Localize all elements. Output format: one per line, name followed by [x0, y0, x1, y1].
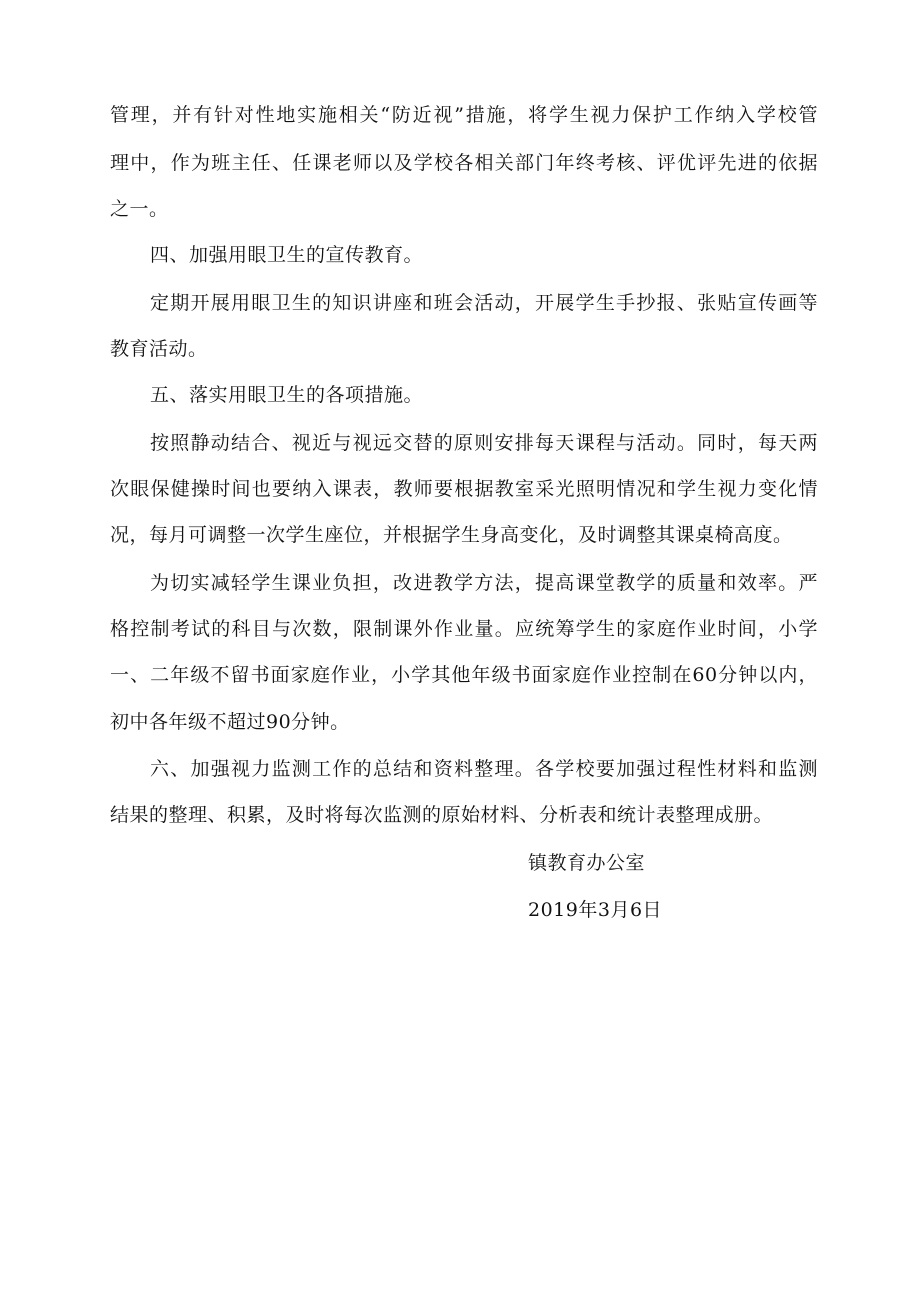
paragraph-line: 为切实减轻学生课业负担，改进教学方法，提高课堂教学的质量和效率。严 [150, 572, 818, 594]
paragraph-line: 之一。 [110, 198, 169, 220]
paragraph-line: 次眼保健操时间也要纳入课表，教师要根据教室采光照明情况和学生视力变化情 [110, 478, 818, 500]
paragraph-line: 一、二年级不留书面家庭作业，小学其他年级书面家庭作业控制在60分钟以内， [110, 664, 818, 686]
section-heading: 五、落实用眼卫生的各项措施。 [150, 384, 424, 406]
signature-date: 2019年3月6日 [528, 899, 663, 921]
paragraph-line: 初中各年级不超过90分钟。 [110, 711, 350, 733]
paragraph-line: 结果的整理、积累，及时将每次监测的原始材料、分析表和统计表整理成册。 [110, 804, 774, 826]
paragraph-line: 教育活动。 [110, 338, 208, 360]
paragraph-line: 定期开展用眼卫生的知识讲座和班会活动，开展学生手抄报、张贴宣传画等 [150, 292, 818, 314]
paragraph-line: 六、加强视力监测工作的总结和资料整理。各学校要加强过程性材料和监测 [150, 758, 818, 780]
paragraph-line: 况，每月可调整一次学生座位，并根据学生身高变化，及时调整其课桌椅高度。 [110, 524, 793, 546]
paragraph-line: 格控制考试的科目与次数，限制课外作业量。应统筹学生的家庭作业时间，小学 [110, 618, 818, 640]
section-heading: 四、加强用眼卫生的宣传教育。 [150, 244, 424, 266]
paragraph-line: 管理，并有针对性地实施相关“防近视”措施，将学生视力保护工作纳入学校管 [110, 104, 818, 126]
signature-organization: 镇教育办公室 [528, 852, 646, 874]
paragraph-line: 理中，作为班主任、任课老师以及学校各相关部门年终考核、评优评先进的依据 [110, 152, 818, 174]
paragraph-line: 按照静动结合、视近与视远交替的原则安排每天课程与活动。同时，每天两 [150, 432, 818, 454]
